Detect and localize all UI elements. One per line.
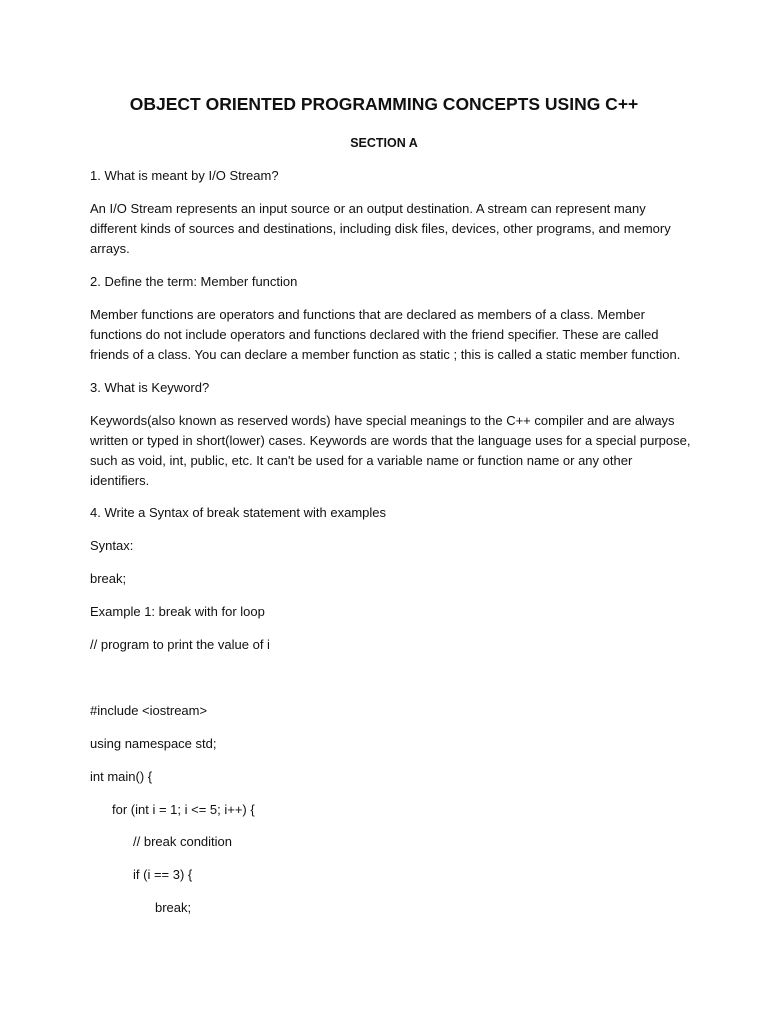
question-4: 4. Write a Syntax of break statement with examples bbox=[90, 505, 387, 520]
answer-3-line: identifiers. bbox=[90, 473, 150, 488]
answer-3-line: Keywords(also known as reserved words) have special meanings to the C++ compiler and are always bbox=[90, 413, 675, 428]
code-line-main: int main() { bbox=[90, 769, 153, 784]
answer-1-line: An I/O Stream represents an input source or an output destination. A stream can represent many bbox=[90, 201, 646, 216]
question-2: 2. Define the term: Member function bbox=[90, 274, 298, 289]
answer-2-line: functions do not include operators and functions declared with the friend specifier. These are called bbox=[90, 327, 659, 342]
answer-1 bbox=[90, 199, 680, 259]
code-line-namespace: using namespace std; bbox=[90, 736, 217, 751]
answer-2 bbox=[90, 305, 680, 365]
syntax-label: Syntax: bbox=[90, 538, 134, 553]
code-line-break-comment: // break condition bbox=[133, 834, 233, 849]
code-line-for: for (int i = 1; i <= 5; i++) { bbox=[112, 802, 255, 817]
answer-3 bbox=[90, 411, 691, 491]
answer-2-line: friends of a class. You can declare a member function as static ; this is called a static member function. bbox=[90, 347, 681, 362]
code-comment: // program to print the value of i bbox=[90, 637, 270, 652]
code-line-include: #include <iostream> bbox=[90, 703, 208, 718]
question-3: 3. What is Keyword? bbox=[90, 380, 210, 395]
question-1: 1. What is meant by I/O Stream? bbox=[90, 168, 279, 183]
answer-2-line: Member functions are operators and functions that are declared as members of a class. Member bbox=[90, 307, 645, 322]
answer-1-line: arrays. bbox=[90, 241, 130, 256]
document-title: OBJECT ORIENTED PROGRAMMING CONCEPTS USING C++ bbox=[129, 94, 639, 114]
answer-3-line: such as void, int, public, etc. It can't be used for a variable name or function name or any other bbox=[90, 453, 633, 468]
section-heading: SECTION A bbox=[350, 136, 418, 150]
answer-1-line: different kinds of sources and destinations, including disk files, devices, other programs, and memory bbox=[90, 221, 671, 236]
code-line-if: if (i == 3) { bbox=[133, 867, 193, 882]
syntax-code: break; bbox=[90, 571, 127, 586]
example-label: Example 1: break with for loop bbox=[90, 604, 265, 619]
code-line-break: break; bbox=[155, 900, 192, 915]
answer-3-line: written or typed in short(lower) cases. Keywords are words that the language uses for a special purpose, bbox=[90, 433, 691, 448]
